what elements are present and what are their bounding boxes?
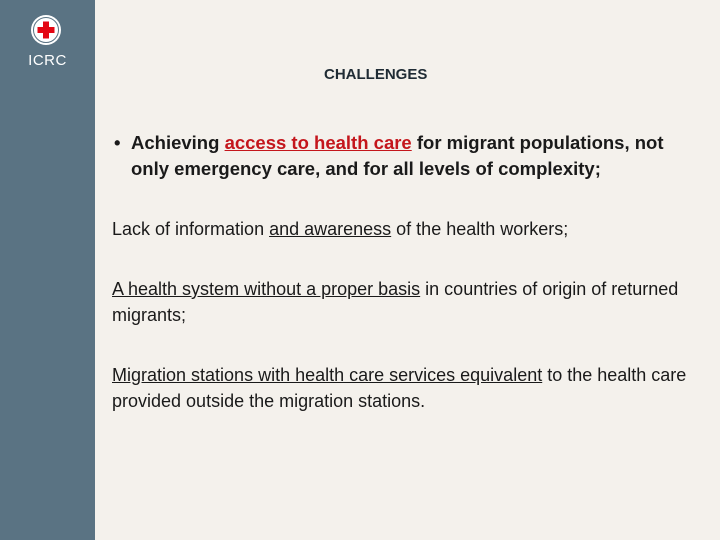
para2-underlined: A health system without a proper basis — [112, 279, 421, 299]
sidebar — [0, 0, 95, 540]
bullet-text-end: for migrant populations, not only emergency care, and for all levels of complexity; — [131, 132, 664, 179]
brand-label: ICRC — [28, 52, 67, 69]
slide-title: CHALLENGES — [324, 66, 428, 83]
bullet-item — [112, 130, 702, 182]
bullet-dot-icon: • — [114, 132, 121, 153]
paragraph-health-system — [112, 276, 702, 328]
bullet-text-start: Achieving — [131, 132, 225, 153]
paragraph-migration-stations — [112, 362, 702, 414]
icrc-red-cross-emblem-icon — [30, 14, 62, 46]
access-to-health-care-link[interactable]: access to health care — [224, 132, 412, 153]
para1-text-start: Lack of information — [112, 219, 270, 239]
para2-text-end: in countries of origin of returned migrants; — [112, 279, 679, 325]
para1-text-end: of the health workers; — [391, 219, 569, 239]
paragraph-information — [112, 216, 702, 242]
para1-underlined: and awareness — [269, 219, 392, 239]
para3-text-end: to the health care provided outside the migration stations. — [112, 365, 687, 411]
slide-content — [112, 130, 702, 414]
para3-underlined: Migration stations with health care services equivalent — [112, 365, 543, 385]
